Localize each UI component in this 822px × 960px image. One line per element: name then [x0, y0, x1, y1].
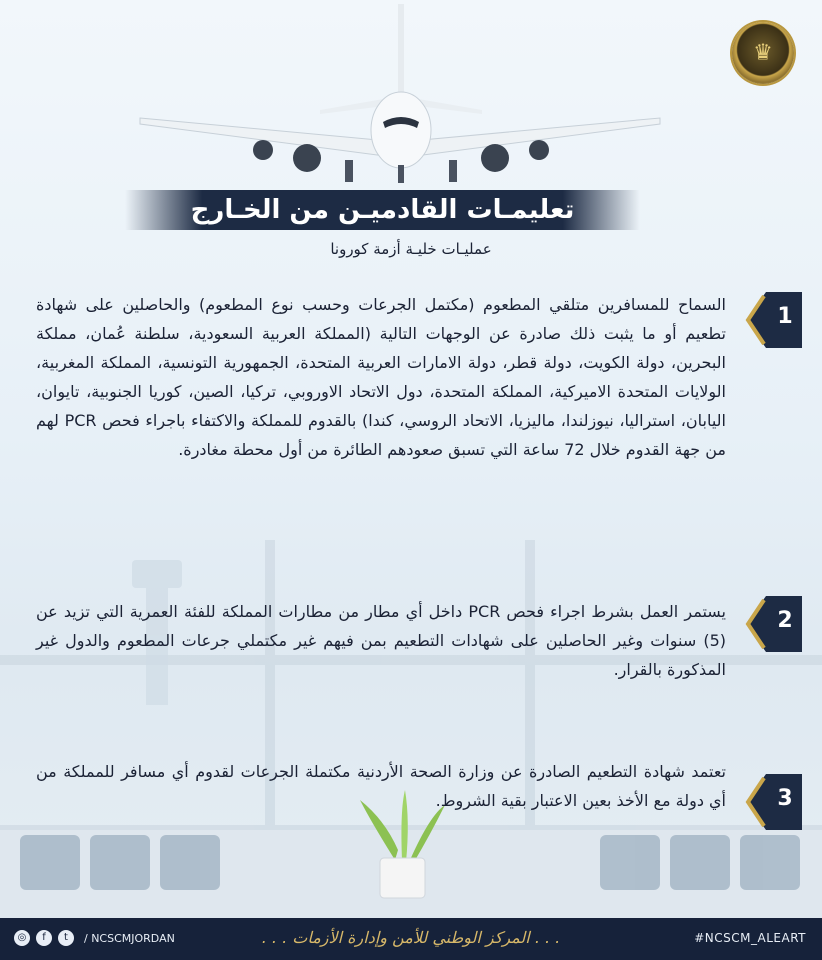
item-number: 1: [777, 304, 793, 329]
page-subtitle: عمليـات خليـة أزمة كورونا: [330, 240, 492, 258]
item-number-badge-3: [744, 772, 802, 832]
twitter-icon[interactable]: t: [58, 930, 74, 946]
footer-hashtag[interactable]: #NCSCM_ALEART: [694, 931, 806, 945]
item-number: 2: [777, 608, 793, 633]
footer-bar: [0, 918, 822, 960]
item-text-2: يستمر العمل بشرط اجراء فحص PCR داخل أي مطار من مطارات المملكة للفئة العمرية التي تزيد عن (5) سنوات وغير الحاصلين على شهادات التطعيم بمن فيهم غير مكتملي جرعات المطعوم والدول غير المذكورة بالقرار.: [36, 602, 726, 679]
crown-icon: ♛: [753, 40, 773, 66]
social-handle[interactable]: / NCSCMJORDAN: [84, 931, 175, 945]
item-text-1: السماح للمسافرين متلقي المطعوم (مكتمل الجرعات وحسب نوع المطعوم) والحاصلين على شهادة تطعيم أو ما يثبت ذلك صادرة عن الوجهات التالية (المملكة العربية السعودية، سلطنة عُمان، مملكة البحرين، دولة الكويت، دولة قطر، دولة الامارات العربية المتحدة، الجمهورية التونسية، المملكة المغربية، الولايات المتحدة الاميركية، المملكة المتحدة، دول الاتحاد الاوروبي، تركيا، الصين، كوريا الجنوبية، تايوان، اليابان، استراليا، نيوزلندا، ماليزيا، الاتحاد الروسي، كندا) بالقدوم للمملكة والاكتفاء باجراء فحص PCR لهم من جهة القدوم خلال 72 ساعة التي تسبق صعودهم الطائرة من أول محطة مغادرة.: [36, 295, 726, 459]
instagram-icon[interactable]: ◎: [14, 930, 30, 946]
item-number-badge-1: [744, 290, 802, 350]
ncscm-emblem-logo: [732, 22, 794, 84]
item-number: 3: [777, 786, 793, 811]
page-title: تعليمـات القادميـن من الخـارج: [125, 190, 640, 230]
item-number-badge-2: [744, 594, 802, 654]
item-text-3: تعتمد شهادة التطعيم الصادرة عن وزارة الصحة الأردنية مكتملة الجرعات لقدوم أي مسافر للمملكة من أي دولة مع الأخذ بعين الاعتبار بقية الشروط.: [36, 762, 726, 810]
footer-organization-name: . . . المركز الوطني للأمن وإدارة الأزمات . . .: [261, 928, 561, 947]
facebook-icon[interactable]: f: [36, 930, 52, 946]
